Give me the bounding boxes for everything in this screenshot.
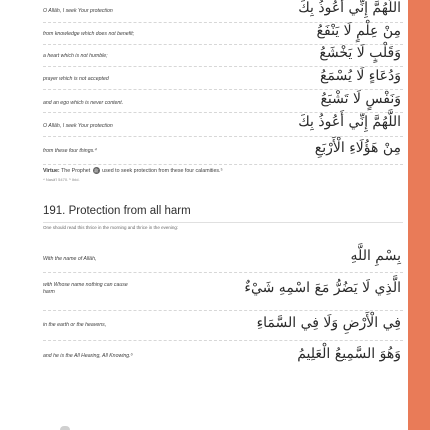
arabic-text: وَدُعَاءٍ لَا يُسْمَعُ xyxy=(319,68,401,84)
virtue-label: Virtue: xyxy=(43,167,60,174)
arabic-text: بِسْمِ اللَّهِ xyxy=(350,248,401,264)
section-heading xyxy=(43,205,191,217)
dua-line xyxy=(43,244,403,273)
dua-line xyxy=(43,310,403,341)
chapter-color-tab xyxy=(408,0,430,430)
section-subtitle: One should read this thrice in the morning and thrice in the evening: xyxy=(43,225,179,230)
dua-line xyxy=(43,112,403,137)
translation-text: with Whose name nothing can cause xyxy=(43,282,128,288)
dua-line xyxy=(43,272,403,311)
dua-line xyxy=(43,0,403,23)
translation-text: O Allāh, I seek Your protection xyxy=(43,8,113,14)
translation-text: from these four things.⁴ xyxy=(43,148,97,154)
translation-text: and he is the All Hearing, All Knowing.⁶ xyxy=(43,353,133,359)
section-title: Protection from all harm xyxy=(68,205,191,217)
virtue-text-before: The Prophet xyxy=(59,167,92,174)
salutation-seal-icon: ﷺ xyxy=(93,168,99,173)
translation-text: a heart which is not humble; xyxy=(43,53,108,59)
arabic-text: فِي الْأَرْضِ وَلَا فِي السَّمَاءِ xyxy=(256,315,401,331)
dua-line xyxy=(43,136,403,165)
dua-line xyxy=(43,44,403,67)
dua-line xyxy=(43,66,403,90)
translation-text: and an ego which is never content. xyxy=(43,100,124,106)
page-edge-mark xyxy=(60,426,70,430)
translation-text-cont: harm xyxy=(43,289,55,295)
arabic-text: الَّذِي لَا يَضُرُّ مَعَ اسْمِهِ شَيْءٌ xyxy=(244,280,401,296)
divider xyxy=(43,222,403,223)
section-number: 191. xyxy=(43,205,66,217)
virtue-note xyxy=(43,167,403,174)
arabic-text: مِنْ هَؤُلَاءِ الْأَرْبَعِ xyxy=(314,140,401,156)
translation-text: in the earth or the heavens, xyxy=(43,322,107,328)
arabic-text: مِنْ عِلْمٍ لَا يَنْفَعُ xyxy=(316,23,401,39)
arabic-text: اللَّهُمَّ إِنِّي أَعُوذُ بِكَ xyxy=(298,0,401,16)
virtue-text-after: used to seek protection from these four calamities.⁵ xyxy=(100,167,223,174)
footnote: ⁴ Nasā'ī 5470. ⁵ Ibid. xyxy=(43,177,80,182)
arabic-text: وَقَلْبٍ لَا يَخْشَعُ xyxy=(319,45,401,61)
translation-text: O Allāh, I seek Your protection xyxy=(43,123,113,129)
dua-line xyxy=(43,22,403,45)
dua-line xyxy=(43,89,403,113)
dua-line xyxy=(43,340,403,374)
translation-text: With the name of Allāh, xyxy=(43,256,97,262)
arabic-text: اللَّهُمَّ إِنِّي أَعُوذُ بِكَ xyxy=(298,114,401,130)
arabic-text: وَهُوَ السَّمِيعُ الْعَلِيمُ xyxy=(297,346,401,362)
arabic-text: وَنَفْسٍ لَا تَشْبَعُ xyxy=(320,91,401,107)
translation-text: prayer which is not accepted xyxy=(43,76,109,82)
translation-text: from knowledge which does not benefit; xyxy=(43,31,135,37)
